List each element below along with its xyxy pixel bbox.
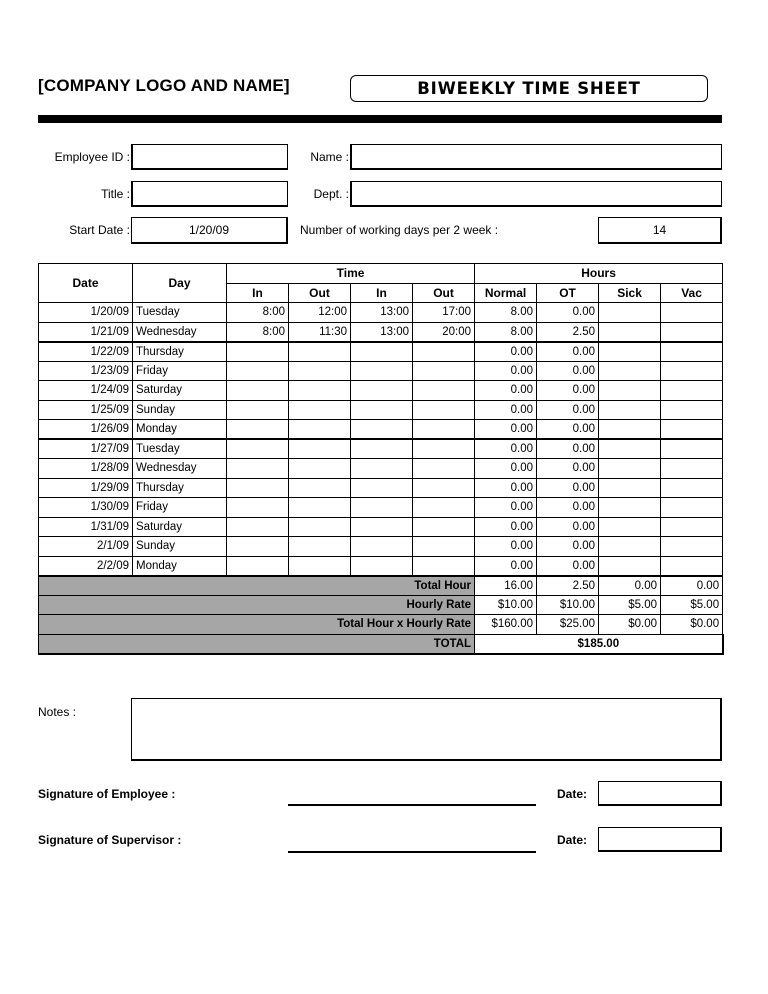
grand-total-label: TOTAL bbox=[39, 634, 475, 654]
grand-total-value: $185.00 bbox=[475, 634, 723, 654]
hourly-rate-normal[interactable]: $10.00 bbox=[475, 595, 537, 615]
start-date-field[interactable]: 1/20/09 bbox=[131, 217, 288, 244]
row-day: Monday bbox=[133, 556, 227, 576]
supervisor-signature-line[interactable] bbox=[288, 851, 536, 853]
ot-header: OT bbox=[537, 283, 599, 303]
row-sick[interactable] bbox=[599, 322, 661, 342]
company-logo-name: [COMPANY LOGO AND NAME] bbox=[38, 76, 290, 95]
row-in-2[interactable] bbox=[351, 439, 413, 459]
row-ot: 0.00 bbox=[537, 459, 599, 479]
row-day: Friday bbox=[133, 361, 227, 381]
row-in-1[interactable] bbox=[227, 420, 289, 440]
row-in-2[interactable] bbox=[351, 498, 413, 518]
row-sick[interactable] bbox=[599, 498, 661, 518]
row-out-1[interactable] bbox=[289, 439, 351, 459]
out-1-header: Out bbox=[289, 283, 351, 303]
row-ot: 0.00 bbox=[537, 342, 599, 362]
row-normal: 0.00 bbox=[475, 498, 537, 518]
start-date-label: Start Date : bbox=[69, 223, 130, 237]
sheet-title: BIWEEKLY TIME SHEET bbox=[350, 75, 708, 102]
row-in-2[interactable] bbox=[351, 400, 413, 420]
row-day: Sunday bbox=[133, 537, 227, 557]
employee-date-field[interactable] bbox=[598, 781, 722, 806]
row-ot: 0.00 bbox=[537, 556, 599, 576]
row-vac[interactable] bbox=[661, 537, 723, 557]
row-in-1[interactable]: 8:00 bbox=[227, 322, 289, 342]
row-out-1[interactable]: 11:30 bbox=[289, 322, 351, 342]
row-date: 2/2/09 bbox=[39, 556, 133, 576]
table-row bbox=[39, 381, 723, 401]
working-days-field[interactable]: 14 bbox=[598, 217, 722, 244]
total-hour-sick: 0.00 bbox=[599, 576, 661, 596]
table-row bbox=[39, 400, 723, 420]
pay-subtotal-ot: $25.00 bbox=[537, 615, 599, 635]
name-label: Name : bbox=[310, 150, 349, 164]
row-in-1[interactable] bbox=[227, 498, 289, 518]
row-in-2[interactable] bbox=[351, 381, 413, 401]
row-vac[interactable] bbox=[661, 498, 723, 518]
row-out-1[interactable] bbox=[289, 498, 351, 518]
pay-subtotal-label: Total Hour x Hourly Rate bbox=[39, 615, 475, 635]
row-out-1[interactable]: 12:00 bbox=[289, 303, 351, 323]
dept-label: Dept. : bbox=[313, 187, 349, 201]
row-normal: 0.00 bbox=[475, 556, 537, 576]
row-out-2[interactable] bbox=[413, 517, 475, 537]
row-normal: 0.00 bbox=[475, 439, 537, 459]
row-date: 1/30/09 bbox=[39, 498, 133, 518]
row-vac[interactable] bbox=[661, 381, 723, 401]
row-ot: 0.00 bbox=[537, 498, 599, 518]
row-in-1[interactable] bbox=[227, 400, 289, 420]
row-in-1[interactable] bbox=[227, 517, 289, 537]
total-hour-normal: 16.00 bbox=[475, 576, 537, 596]
pay-subtotal-vac: $0.00 bbox=[661, 615, 723, 635]
row-out-1[interactable] bbox=[289, 517, 351, 537]
row-in-1[interactable] bbox=[227, 537, 289, 557]
table-row bbox=[39, 303, 723, 323]
notes-label: Notes : bbox=[38, 705, 77, 719]
row-day: Thursday bbox=[133, 478, 227, 498]
row-vac[interactable] bbox=[661, 420, 723, 440]
row-normal: 0.00 bbox=[475, 420, 537, 440]
row-out-2[interactable] bbox=[413, 537, 475, 557]
row-date: 1/23/09 bbox=[39, 361, 133, 381]
row-out-2[interactable] bbox=[413, 420, 475, 440]
row-date: 1/29/09 bbox=[39, 478, 133, 498]
row-date: 1/27/09 bbox=[39, 439, 133, 459]
row-out-2[interactable] bbox=[413, 478, 475, 498]
row-ot: 0.00 bbox=[537, 537, 599, 557]
timesheet-rows bbox=[39, 303, 723, 576]
header-divider bbox=[38, 115, 722, 123]
row-date: 1/21/09 bbox=[39, 322, 133, 342]
table-row bbox=[39, 420, 723, 440]
row-ot: 0.00 bbox=[537, 381, 599, 401]
row-in-2[interactable] bbox=[351, 342, 413, 362]
table-row bbox=[39, 517, 723, 537]
table-row bbox=[39, 556, 723, 576]
row-normal: 0.00 bbox=[475, 459, 537, 479]
row-out-2[interactable] bbox=[413, 556, 475, 576]
row-sick[interactable] bbox=[599, 342, 661, 362]
row-out-1[interactable] bbox=[289, 459, 351, 479]
timesheet-table bbox=[38, 263, 724, 655]
row-sick[interactable] bbox=[599, 556, 661, 576]
row-ot: 0.00 bbox=[537, 517, 599, 537]
row-in-1[interactable]: 8:00 bbox=[227, 303, 289, 323]
row-in-2[interactable]: 13:00 bbox=[351, 322, 413, 342]
row-vac[interactable] bbox=[661, 459, 723, 479]
row-in-1[interactable] bbox=[227, 342, 289, 362]
name-field[interactable] bbox=[350, 144, 722, 170]
out-2-header: Out bbox=[413, 283, 475, 303]
row-vac[interactable] bbox=[661, 342, 723, 362]
row-ot: 0.00 bbox=[537, 400, 599, 420]
row-ot: 0.00 bbox=[537, 303, 599, 323]
row-vac[interactable] bbox=[661, 517, 723, 537]
row-out-2[interactable] bbox=[413, 342, 475, 362]
in-2-header: In bbox=[351, 283, 413, 303]
supervisor-date-label: Date: bbox=[557, 833, 588, 847]
table-row bbox=[39, 498, 723, 518]
row-in-2[interactable] bbox=[351, 478, 413, 498]
row-in-2[interactable] bbox=[351, 556, 413, 576]
notes-field[interactable] bbox=[131, 698, 722, 761]
row-date: 1/31/09 bbox=[39, 517, 133, 537]
employee-date-label: Date: bbox=[557, 787, 588, 801]
row-vac[interactable] bbox=[661, 322, 723, 342]
row-out-1[interactable] bbox=[289, 478, 351, 498]
date-header: Date bbox=[39, 264, 133, 303]
row-out-2[interactable] bbox=[413, 400, 475, 420]
row-date: 1/24/09 bbox=[39, 381, 133, 401]
row-normal: 0.00 bbox=[475, 381, 537, 401]
row-vac[interactable] bbox=[661, 400, 723, 420]
row-day: Wednesday bbox=[133, 459, 227, 479]
row-sick[interactable] bbox=[599, 439, 661, 459]
row-out-1[interactable] bbox=[289, 537, 351, 557]
employee-id-label: Employee ID : bbox=[54, 150, 130, 164]
dept-field[interactable] bbox=[350, 181, 722, 207]
table-row bbox=[39, 537, 723, 557]
row-in-1[interactable] bbox=[227, 478, 289, 498]
row-day: Sunday bbox=[133, 400, 227, 420]
title-label: Title : bbox=[101, 187, 130, 201]
normal-header: Normal bbox=[475, 283, 537, 303]
row-sick[interactable] bbox=[599, 361, 661, 381]
row-sick[interactable] bbox=[599, 381, 661, 401]
row-ot: 0.00 bbox=[537, 361, 599, 381]
row-out-1[interactable] bbox=[289, 361, 351, 381]
vac-header: Vac bbox=[661, 283, 723, 303]
row-ot: 0.00 bbox=[537, 439, 599, 459]
row-vac[interactable] bbox=[661, 478, 723, 498]
time-header: Time bbox=[227, 264, 475, 284]
supervisor-signature-label: Signature of Supervisor : bbox=[38, 833, 182, 847]
table-row bbox=[39, 478, 723, 498]
row-day: Tuesday bbox=[133, 303, 227, 323]
table-row bbox=[39, 342, 723, 362]
table-row bbox=[39, 459, 723, 479]
row-in-2[interactable] bbox=[351, 361, 413, 381]
row-date: 2/1/09 bbox=[39, 537, 133, 557]
row-day: Monday bbox=[133, 420, 227, 440]
hourly-rate-label: Hourly Rate bbox=[39, 595, 475, 615]
employee-signature-label: Signature of Employee : bbox=[38, 787, 176, 801]
row-date: 1/22/09 bbox=[39, 342, 133, 362]
supervisor-date-field[interactable] bbox=[598, 827, 722, 852]
table-row bbox=[39, 439, 723, 459]
row-in-1[interactable] bbox=[227, 556, 289, 576]
working-days-label: Number of working days per 2 week : bbox=[300, 223, 499, 237]
table-row bbox=[39, 322, 723, 342]
row-in-2[interactable] bbox=[351, 537, 413, 557]
row-vac[interactable] bbox=[661, 303, 723, 323]
row-sick[interactable] bbox=[599, 400, 661, 420]
row-vac[interactable] bbox=[661, 439, 723, 459]
row-in-2[interactable]: 13:00 bbox=[351, 303, 413, 323]
row-date: 1/26/09 bbox=[39, 420, 133, 440]
row-normal: 0.00 bbox=[475, 517, 537, 537]
row-normal: 0.00 bbox=[475, 400, 537, 420]
row-day: Friday bbox=[133, 498, 227, 518]
row-out-2[interactable] bbox=[413, 498, 475, 518]
table-row bbox=[39, 361, 723, 381]
row-out-1[interactable] bbox=[289, 342, 351, 362]
row-out-1[interactable] bbox=[289, 381, 351, 401]
row-in-1[interactable] bbox=[227, 439, 289, 459]
row-sick[interactable] bbox=[599, 478, 661, 498]
row-out-2[interactable]: 20:00 bbox=[413, 322, 475, 342]
row-normal: 8.00 bbox=[475, 322, 537, 342]
row-sick[interactable] bbox=[599, 420, 661, 440]
row-out-1[interactable] bbox=[289, 400, 351, 420]
row-vac[interactable] bbox=[661, 361, 723, 381]
row-date: 1/25/09 bbox=[39, 400, 133, 420]
row-ot: 0.00 bbox=[537, 420, 599, 440]
hours-header: Hours bbox=[475, 264, 723, 284]
total-hour-vac: 0.00 bbox=[661, 576, 723, 596]
row-sick[interactable] bbox=[599, 517, 661, 537]
row-out-2[interactable] bbox=[413, 459, 475, 479]
day-header: Day bbox=[133, 264, 227, 303]
row-out-2[interactable] bbox=[413, 439, 475, 459]
row-normal: 8.00 bbox=[475, 303, 537, 323]
row-in-1[interactable] bbox=[227, 459, 289, 479]
row-out-1[interactable] bbox=[289, 420, 351, 440]
row-in-2[interactable] bbox=[351, 517, 413, 537]
pay-subtotal-normal: $160.00 bbox=[475, 615, 537, 635]
hourly-rate-ot[interactable]: $10.00 bbox=[537, 595, 599, 615]
row-day: Saturday bbox=[133, 381, 227, 401]
row-day: Wednesday bbox=[133, 322, 227, 342]
hourly-rate-vac[interactable]: $5.00 bbox=[661, 595, 723, 615]
row-sick[interactable] bbox=[599, 459, 661, 479]
row-vac[interactable] bbox=[661, 556, 723, 576]
row-in-2[interactable] bbox=[351, 420, 413, 440]
hourly-rate-sick[interactable]: $5.00 bbox=[599, 595, 661, 615]
row-out-2[interactable] bbox=[413, 381, 475, 401]
row-day: Saturday bbox=[133, 517, 227, 537]
row-ot: 2.50 bbox=[537, 322, 599, 342]
row-in-2[interactable] bbox=[351, 459, 413, 479]
row-sick[interactable] bbox=[599, 303, 661, 323]
row-in-1[interactable] bbox=[227, 361, 289, 381]
row-in-1[interactable] bbox=[227, 381, 289, 401]
row-out-1[interactable] bbox=[289, 556, 351, 576]
pay-subtotal-sick: $0.00 bbox=[599, 615, 661, 635]
row-normal: 0.00 bbox=[475, 361, 537, 381]
row-date: 1/20/09 bbox=[39, 303, 133, 323]
row-day: Tuesday bbox=[133, 439, 227, 459]
row-sick[interactable] bbox=[599, 537, 661, 557]
in-1-header: In bbox=[227, 283, 289, 303]
row-ot: 0.00 bbox=[537, 478, 599, 498]
row-normal: 0.00 bbox=[475, 478, 537, 498]
row-day: Thursday bbox=[133, 342, 227, 362]
employee-signature-line[interactable] bbox=[288, 804, 536, 806]
sick-header: Sick bbox=[599, 283, 661, 303]
row-out-2[interactable] bbox=[413, 361, 475, 381]
row-normal: 0.00 bbox=[475, 537, 537, 557]
row-out-2[interactable]: 17:00 bbox=[413, 303, 475, 323]
total-hour-label: Total Hour bbox=[39, 576, 475, 596]
row-date: 1/28/09 bbox=[39, 459, 133, 479]
total-hour-ot: 2.50 bbox=[537, 576, 599, 596]
row-normal: 0.00 bbox=[475, 342, 537, 362]
